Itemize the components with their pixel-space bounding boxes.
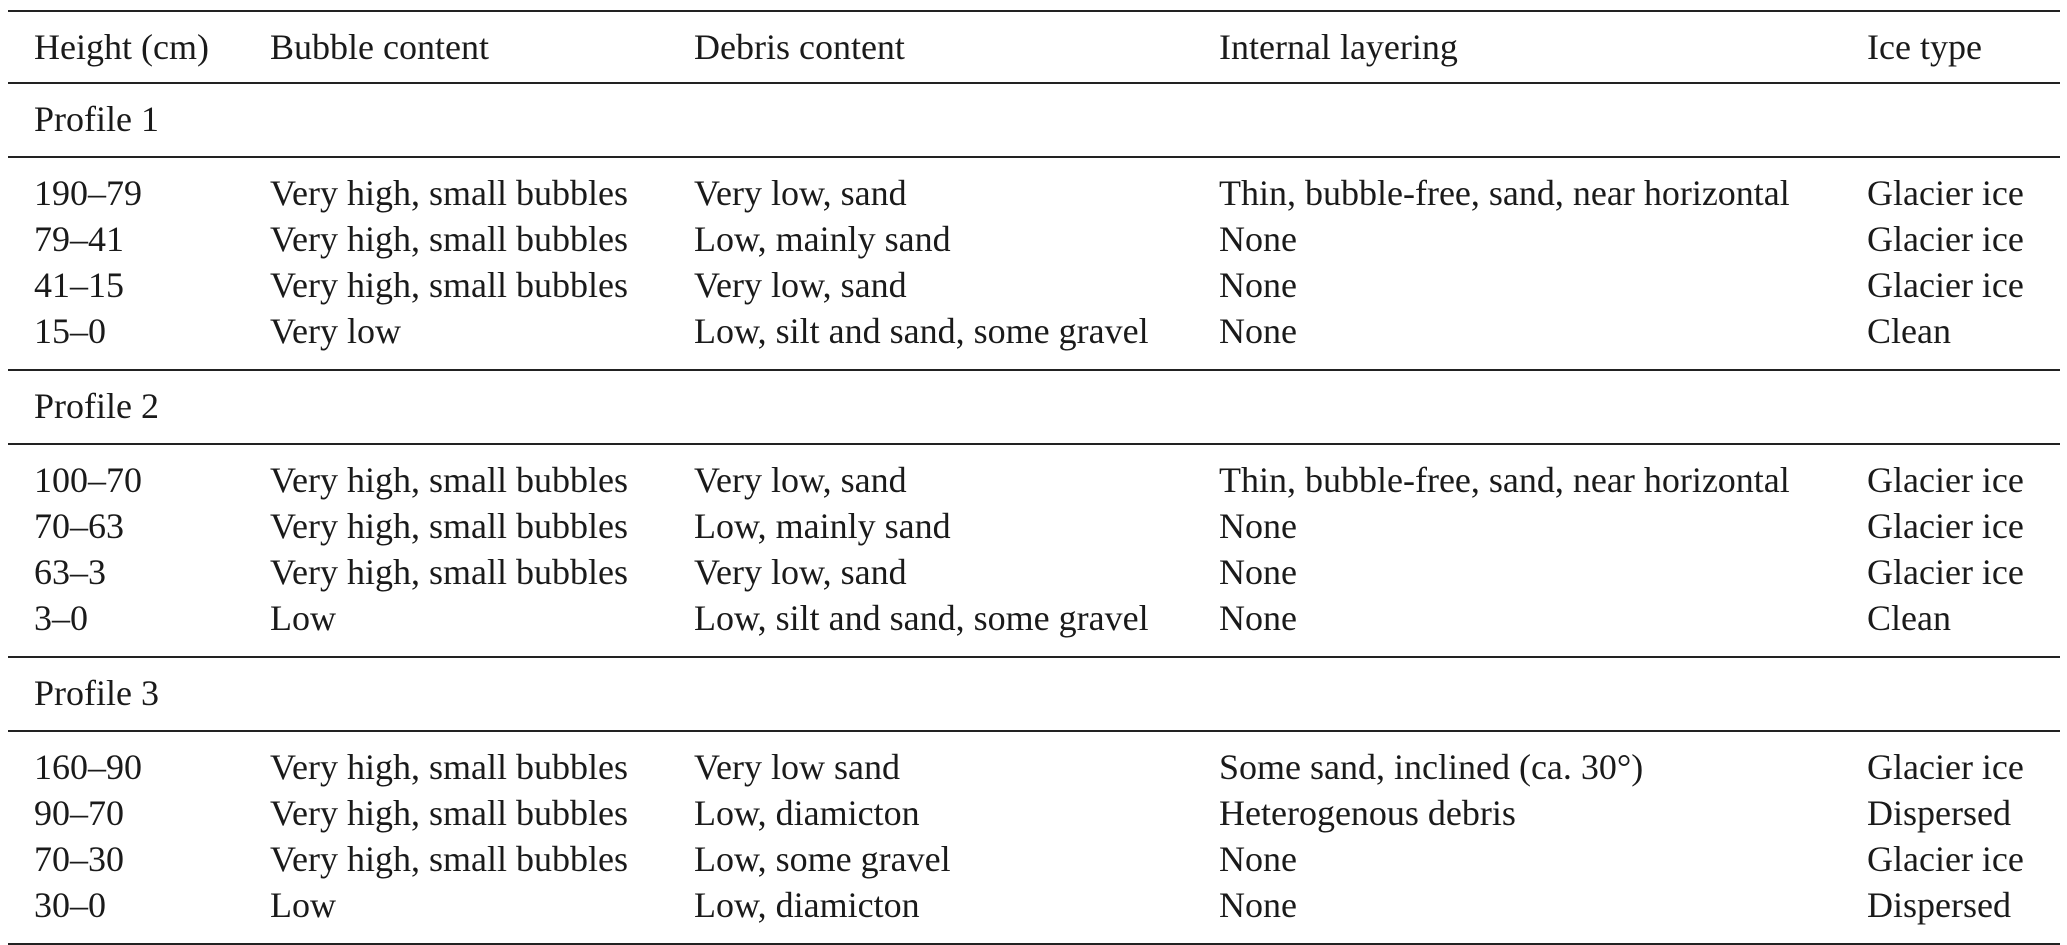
cell-bubble: Very high, small bubbles	[270, 219, 628, 259]
cell-ice-type: Glacier ice	[1867, 747, 2024, 787]
cell-bubble: Very high, small bubbles	[270, 839, 628, 879]
cell-ice-type: Clean	[1867, 598, 1951, 638]
table-row	[8, 595, 2060, 641]
ice-profile-table	[8, 10, 2060, 945]
group-label: Profile 3	[34, 673, 159, 713]
cell-layering: None	[1219, 311, 1297, 351]
cell-height: 190–79	[34, 173, 142, 213]
group-label: Profile 2	[34, 386, 159, 426]
table-row	[8, 549, 2060, 595]
cell-ice-type: Glacier ice	[1867, 173, 2024, 213]
header-internal-layering: Internal layering	[1219, 27, 1458, 67]
cell-bubble: Very high, small bubbles	[270, 552, 628, 592]
cell-ice-type: Clean	[1867, 311, 1951, 351]
cell-ice-type: Glacier ice	[1867, 839, 2024, 879]
cell-layering: None	[1219, 885, 1297, 925]
table-row	[8, 836, 2060, 882]
cell-height: 90–70	[34, 793, 124, 833]
cell-height: 15–0	[34, 311, 106, 351]
cell-bubble: Low	[270, 885, 336, 925]
cell-bubble: Low	[270, 598, 336, 638]
cell-debris: Low, some gravel	[694, 839, 951, 879]
cell-debris: Very low sand	[694, 747, 900, 787]
cell-layering: None	[1219, 598, 1297, 638]
cell-layering: Thin, bubble-free, sand, near horizontal	[1219, 173, 1790, 213]
cell-height: 100–70	[34, 460, 142, 500]
cell-ice-type: Glacier ice	[1867, 460, 2024, 500]
table-row	[8, 216, 2060, 262]
cell-layering: None	[1219, 506, 1297, 546]
cell-height: 70–63	[34, 506, 124, 546]
cell-debris: Low, silt and sand, some gravel	[694, 598, 1149, 638]
cell-bubble: Very high, small bubbles	[270, 747, 628, 787]
cell-debris: Low, mainly sand	[694, 219, 951, 259]
cell-bubble: Very high, small bubbles	[270, 265, 628, 305]
cell-debris: Low, diamicton	[694, 885, 920, 925]
group-row-profile-2	[8, 371, 2060, 443]
cell-layering: None	[1219, 265, 1297, 305]
cell-height: 3–0	[34, 598, 88, 638]
cell-debris: Low, diamicton	[694, 793, 920, 833]
cell-ice-type: Glacier ice	[1867, 265, 2024, 305]
cell-debris: Very low, sand	[694, 173, 907, 213]
table-row	[8, 262, 2060, 308]
cell-bubble: Very high, small bubbles	[270, 793, 628, 833]
cell-ice-type: Dispersed	[1867, 885, 2011, 925]
table-row	[8, 503, 2060, 549]
cell-height: 70–30	[34, 839, 124, 879]
group-label: Profile 1	[34, 99, 159, 139]
header-bubble-content: Bubble content	[270, 27, 489, 67]
cell-height: 63–3	[34, 552, 106, 592]
cell-bubble: Very high, small bubbles	[270, 506, 628, 546]
cell-layering: None	[1219, 839, 1297, 879]
cell-ice-type: Glacier ice	[1867, 219, 2024, 259]
cell-height: 41–15	[34, 265, 124, 305]
table-row	[8, 170, 2060, 216]
group-row-profile-1	[8, 84, 2060, 156]
cell-debris: Very low, sand	[694, 552, 907, 592]
cell-ice-type: Dispersed	[1867, 793, 2011, 833]
cell-bubble: Very high, small bubbles	[270, 173, 628, 213]
table-row	[8, 744, 2060, 790]
table-header-row	[8, 12, 2060, 82]
cell-debris: Low, mainly sand	[694, 506, 951, 546]
cell-debris: Low, silt and sand, some gravel	[694, 311, 1149, 351]
cell-layering: Thin, bubble-free, sand, near horizontal	[1219, 460, 1790, 500]
cell-layering: None	[1219, 552, 1297, 592]
cell-bubble: Very low	[270, 311, 401, 351]
cell-bubble: Very high, small bubbles	[270, 460, 628, 500]
table-row	[8, 457, 2060, 503]
header-ice-type: Ice type	[1867, 27, 1982, 67]
cell-layering: Some sand, inclined (ca. 30°)	[1219, 747, 1644, 787]
table-row	[8, 308, 2060, 354]
cell-height: 79–41	[34, 219, 124, 259]
cell-debris: Very low, sand	[694, 265, 907, 305]
cell-debris: Very low, sand	[694, 460, 907, 500]
cell-height: 160–90	[34, 747, 142, 787]
header-height: Height (cm)	[34, 27, 209, 67]
group-row-profile-3	[8, 658, 2060, 730]
table-row	[8, 790, 2060, 836]
cell-height: 30–0	[34, 885, 106, 925]
cell-ice-type: Glacier ice	[1867, 552, 2024, 592]
cell-layering: None	[1219, 219, 1297, 259]
header-debris-content: Debris content	[694, 27, 905, 67]
table-row	[8, 882, 2060, 928]
cell-ice-type: Glacier ice	[1867, 506, 2024, 546]
cell-layering: Heterogenous debris	[1219, 793, 1516, 833]
